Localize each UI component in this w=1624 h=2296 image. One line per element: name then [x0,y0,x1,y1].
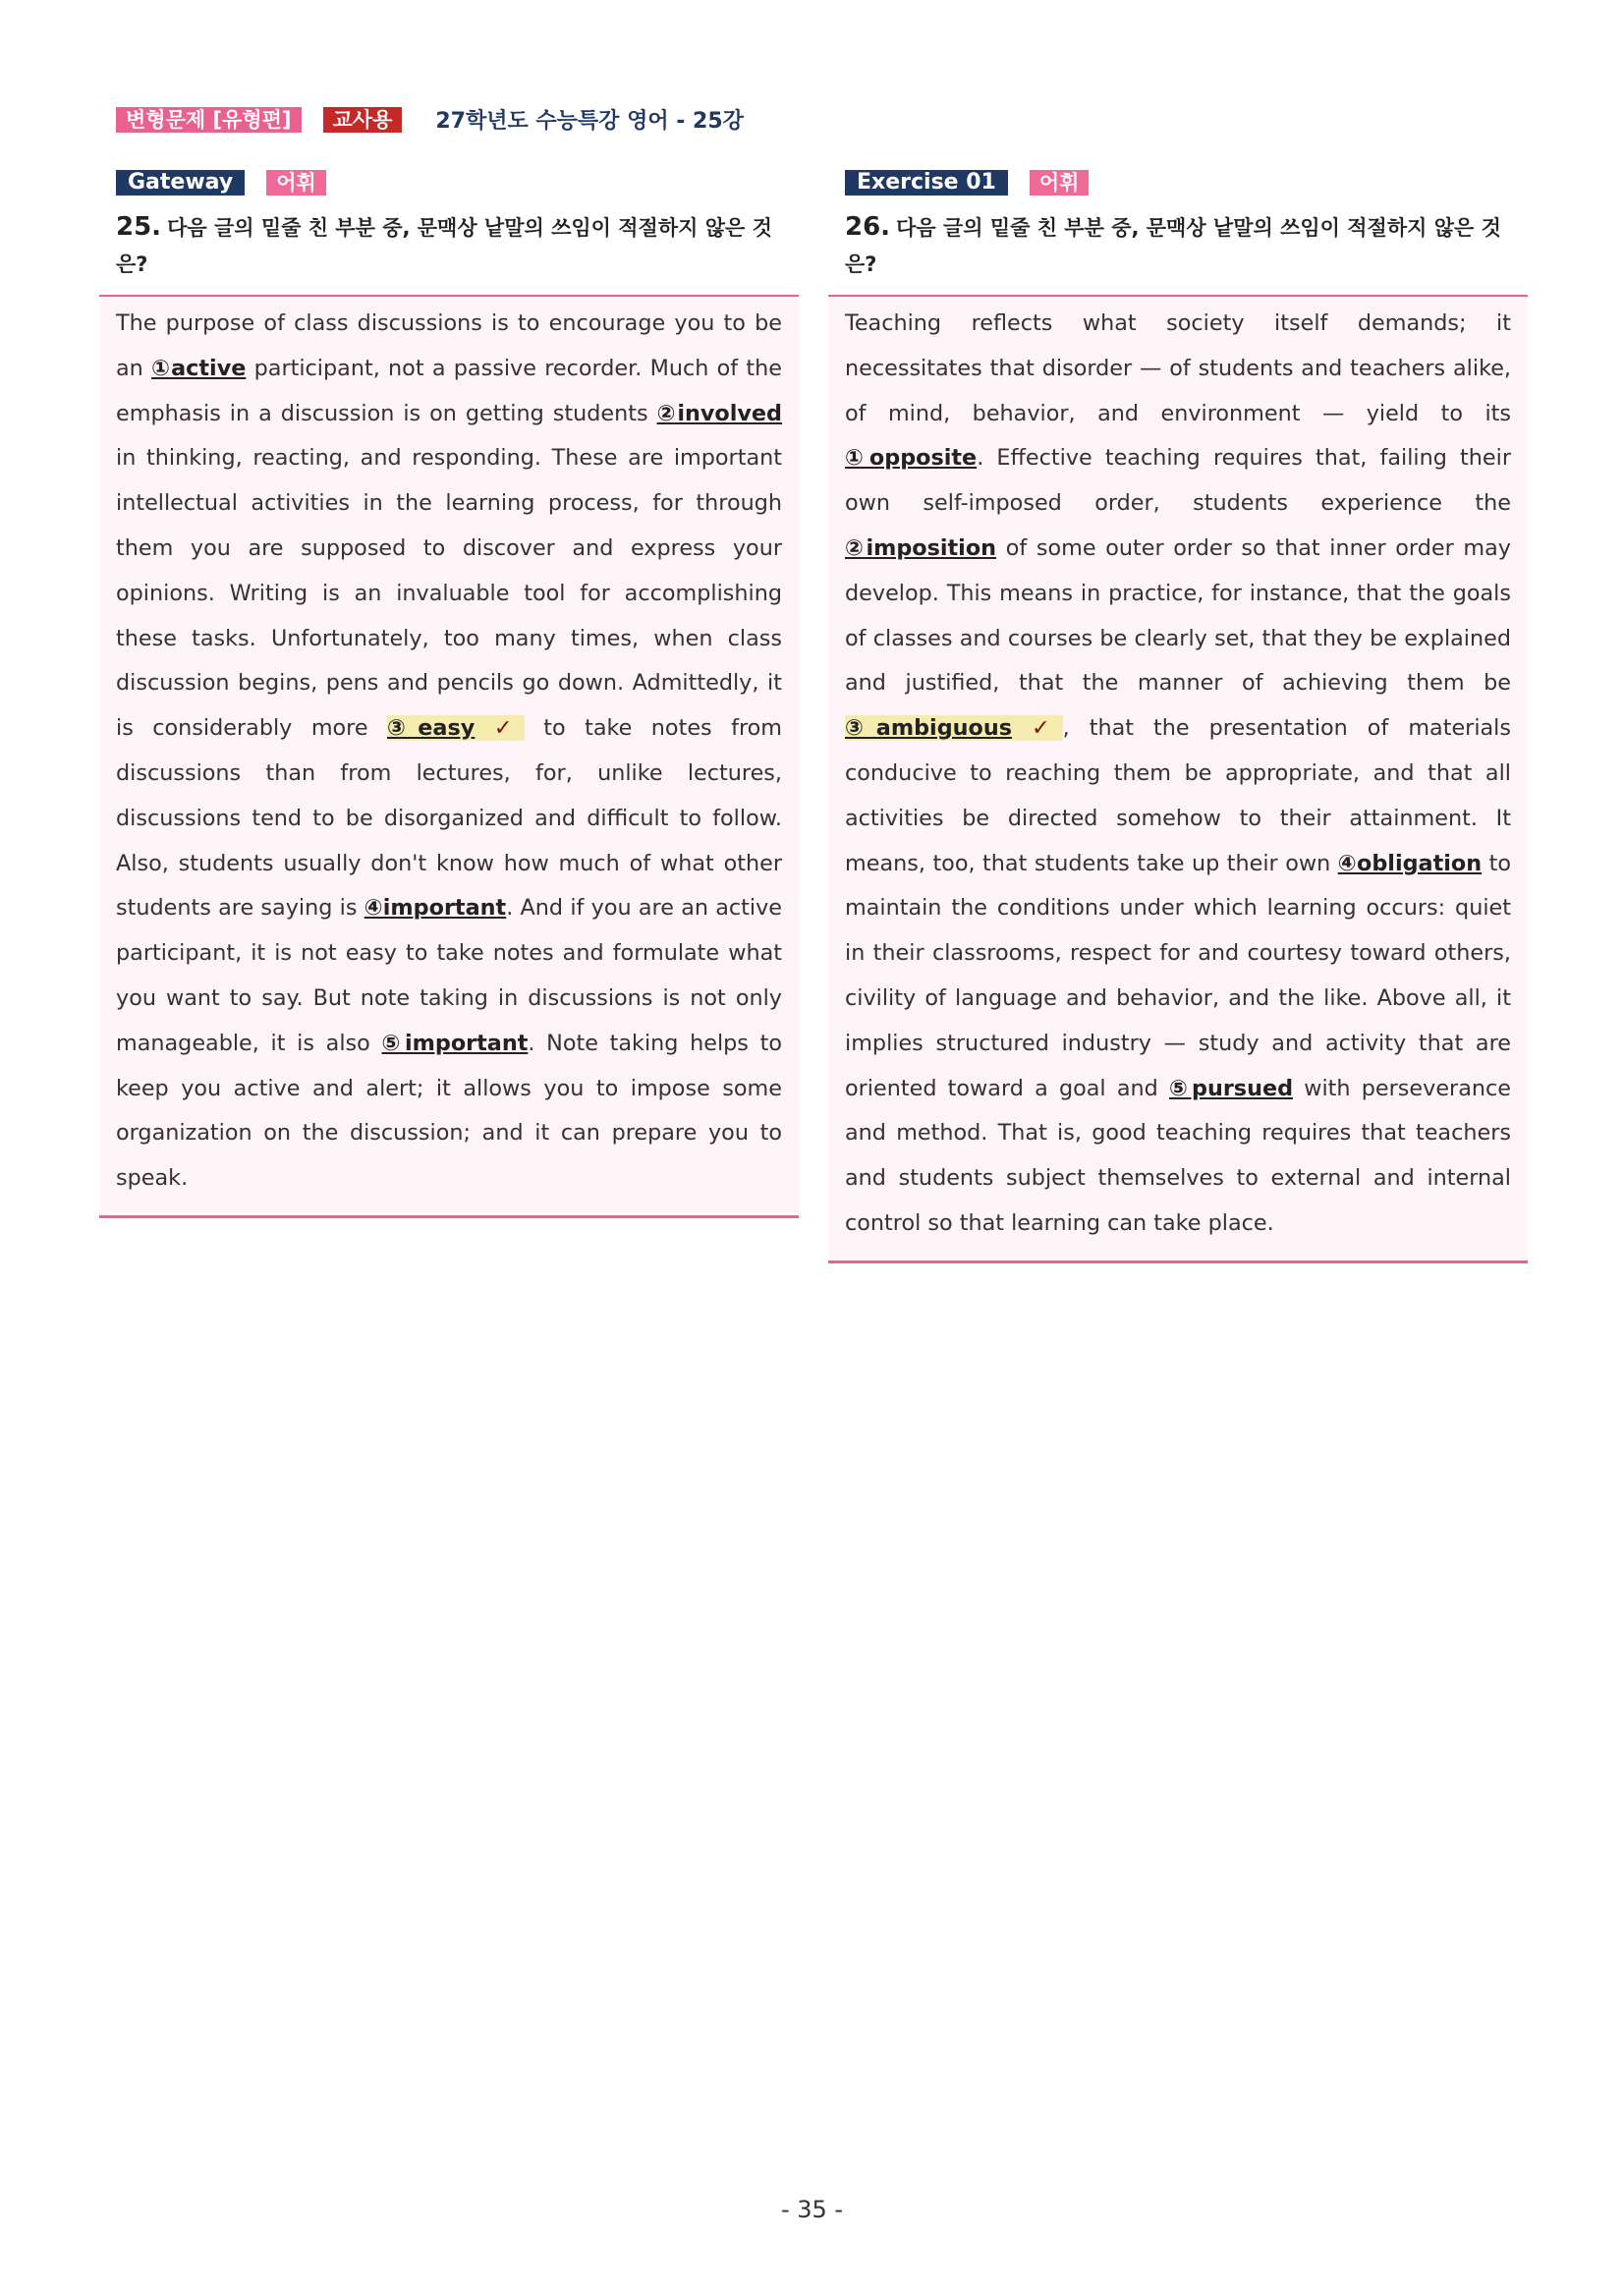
option-4: ④important [364,895,507,922]
passage-box [99,295,799,1218]
tag-teacher-edition: 교사용 [323,107,403,133]
question-heading [116,209,774,283]
option-5: ⑤important [381,1030,529,1056]
question-text: 다음 글의 밑줄 친 부분 중, 문맥상 낱말의 쓰임이 적절하지 않은 것은? [116,216,772,276]
passage-text: Teaching reflects what society itself demands; it necessitates that disorder — of students and teachers alike, of mind, behavior, and environment — yield to its [845,310,1511,426]
passage-box [828,295,1528,1263]
page-number: - 35 - [780,2196,844,2223]
category-badge: 어휘 [266,170,326,196]
passage-text: with perseverance and method. That is, good teaching requires that teachers and students subject themselves to external and internal control so that learning can take place. [845,1075,1511,1236]
option-3: ③ambiguous [845,715,1012,742]
exercise-label: Exercise 01 [845,170,1008,196]
tag-question-type: 변형문제 [유형편] [116,107,302,133]
page-header [116,104,744,134]
category-badge: 어휘 [1030,170,1090,196]
question-number: 25. [116,212,162,242]
passage-text: to take notes from discussions than from lectures, for, unlike lectures, discussions tend to be disorganized and difficult to follow. Also, students usually don't know how much of what other students are saying is [116,715,782,922]
passage-text: participant, not a passive recorder. Much of the emphasis in a discussion is on getting students [116,355,782,426]
header-title: 27학년도 수능특강 영어 - 25강 [435,109,744,134]
option-1: ①opposite [845,445,978,472]
exercise-labels [845,170,1528,197]
option-5: ⑤pursued [1168,1075,1294,1101]
option-2: ②imposition [845,534,997,561]
exercise-column [828,170,1528,1263]
option-1: ①active [151,355,247,381]
passage-text: . Note taking helps to keep you active and alert; it allows you to impose some organization on the discussion; and it can prepare you to speak. [116,1030,782,1192]
check-mark-icon: ✓ [475,715,525,742]
question-number: 26. [845,212,891,242]
gateway-label: Gateway [116,170,245,196]
passage-text: in thinking, reacting, and responding. These are important intellectual activities in the learning process, for through them you are supposed to discover and express your opinions. Writing is an invaluable tool for accomplishing these tasks. Unfortunately, too many times, when class discussion begins, pens and pencils go down. Admittedly, it is considerably more [116,445,782,742]
passage-text: to maintain the conditions under which learning occurs: quiet in their classrooms, respect for and courtesy toward others, civility of language and behavior, and the like. Above all, it implies structured industry — study and activity that are oriented toward a goal and [845,850,1511,1101]
check-mark-icon: ✓ [1012,715,1063,742]
answer-highlight [845,715,1063,741]
option-4: ④obligation [1337,850,1483,876]
answer-highlight [387,715,525,741]
option-3: ③easy [387,715,476,742]
gateway-labels [116,170,799,197]
passage-text: , that the presentation of materials conducive to reaching them be appropriate, and that all activities be directed somehow to their attainment. It means, too, that students take up their own [845,715,1511,876]
passage-text: . Effective teaching requires that, failing their own self-imposed order, students experience the [845,445,1511,517]
question-heading [845,209,1503,283]
passage-text: The purpose of class discussions is to encourage you to be an [116,310,782,381]
gateway-column [99,170,799,1218]
passage-text: of some outer order so that inner order may develop. This means in practice, for instance, that the goals of classes and courses be clearly set, that they be explained and justified, that the manner of achieving them be [845,534,1511,697]
question-text: 다음 글의 밑줄 친 부분 중, 문맥상 낱말의 쓰임이 적절하지 않은 것은? [845,216,1501,276]
passage-text: . And if you are an active participant, it is not easy to take notes and formulate what you want to say. But note taking in discussions is not only manageable, it is also [116,895,783,1056]
option-2: ②involved [656,400,782,426]
